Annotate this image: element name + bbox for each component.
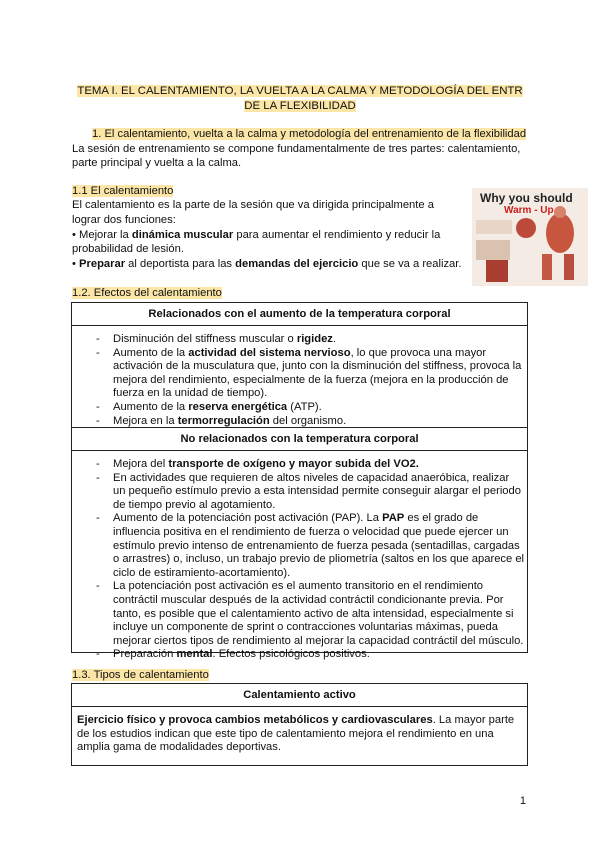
warm-up-figure — [472, 188, 588, 286]
table-text-line: Ejercicio físico y provoca cambios metabólicos y cardiovasculares. La mayor parte — [77, 714, 515, 726]
section-1-heading: 1. El calentamiento, vuelta a la calma y metodología del entrenamiento de la flexibilidad — [92, 128, 527, 140]
title-line-2: DE LA FLEXIBILIDAD — [244, 100, 356, 112]
figure-title-1: Why you should — [480, 191, 573, 205]
s11-bullet-1-cont: probabilidad de lesión. — [72, 243, 184, 255]
intro-line-2: parte principal y vuelta a la calma. — [72, 157, 242, 169]
s11-line-1: El calentamiento es la parte de la sesión que va dirigida principalmente a — [72, 199, 434, 211]
figure-illustration — [472, 188, 588, 286]
intro-line-1: La sesión de entrenamiento se compone fundamentalmente de tres partes: calentamiento, — [72, 143, 521, 155]
s11-bullet-2: • Preparar al deportista para las demandas del ejercicio que se va a realizar. — [72, 258, 462, 270]
table-header: Calentamiento activo — [72, 684, 527, 707]
page-number: 1 — [519, 795, 526, 807]
figure-title-2: Warm - Up — [504, 205, 554, 216]
title-line-1: TEMA I. EL CALENTAMIENTO, LA VUELTA A LA CALMA Y METODOLOGÍA DEL ENTR — [77, 85, 523, 97]
active-warmup-table — [71, 683, 528, 766]
table-header: No relacionados con la temperatura corporal — [72, 428, 527, 451]
s11-bullet-1: • Mejorar la dinámica muscular para aumentar el rendimiento y reducir la — [72, 229, 441, 241]
effects-temperature-table: Relacionados con el aumento de la temperatura corporal - Disminución del stiffness muscular o rigidez. - Aumento de la actividad del sistema nervioso, lo que provoca una mayor activación de la musculatura que, junto con la disminución del stiffness, provoca la mejora del rendimiento, especialmente de la fuerza (mejora en la producción de fuerza en la unidad de tiempo). - Aumento de la reserva energética (ATP). - Mejora en la termorregulación del organismo. — [71, 302, 528, 428]
s11-line-2: lograr dos funciones: — [72, 214, 176, 226]
body-icon — [486, 260, 508, 282]
document-title — [60, 84, 540, 114]
heart-icon — [516, 218, 536, 238]
table-text-line: amplia gama de modalidades deportivas. — [77, 741, 281, 754]
section-1-3-heading: 1.3. Tipos de calentamiento — [72, 669, 209, 681]
section-1-1-heading: 1.1 El calentamiento — [72, 185, 174, 197]
section-1-2-heading: 1.2. Efectos del calentamiento — [72, 287, 222, 299]
table-text-line: de los estudios indican que este tipo de calentamiento mejora el rendimiento en una — [77, 727, 494, 740]
table-header: Relacionados con el aumento de la temperatura corporal — [72, 303, 527, 326]
muscle-figure-icon — [546, 213, 574, 253]
effects-non-temperature-table: No relacionados con la temperatura corporal - Mejora del transporte de oxígeno y mayor subida del VO2. - En actividades que requieren de altos niveles de capacidad anaeróbica, realizar un pequeño estímulo previo a esta intensidad permite conseguir alargar el periodo de tiempo previo al agotamiento. - Aumento de la potenciación post activación (PAP). La PAP es el grado de influencia positiva en el rendimiento de fuerza o velocidad que puede ejercer un estímulo previo intenso de entrenamiento de fuerza pesada (sentadillas, cargadas o arrastres) o, incluso, un trabajo previo de pliometría (saltos en los que aparece el ciclo de estiramiento-acortamiento). - La potenciación post activación es el aumento transitorio en el rendimiento contráctil muscular después de la actividad contráctil condicionante previa. Por tanto, es posible que el calentamiento activo de alta intensidad, especialmente si incluye un componente de sprint o contracciones voluntarias máximas, pueda mejorar ciertos tipos de rendimiento al mejorar la capacidad contráctil del músculo. - Preparación mental. Efectos psicológicos positivos. — [71, 427, 528, 653]
